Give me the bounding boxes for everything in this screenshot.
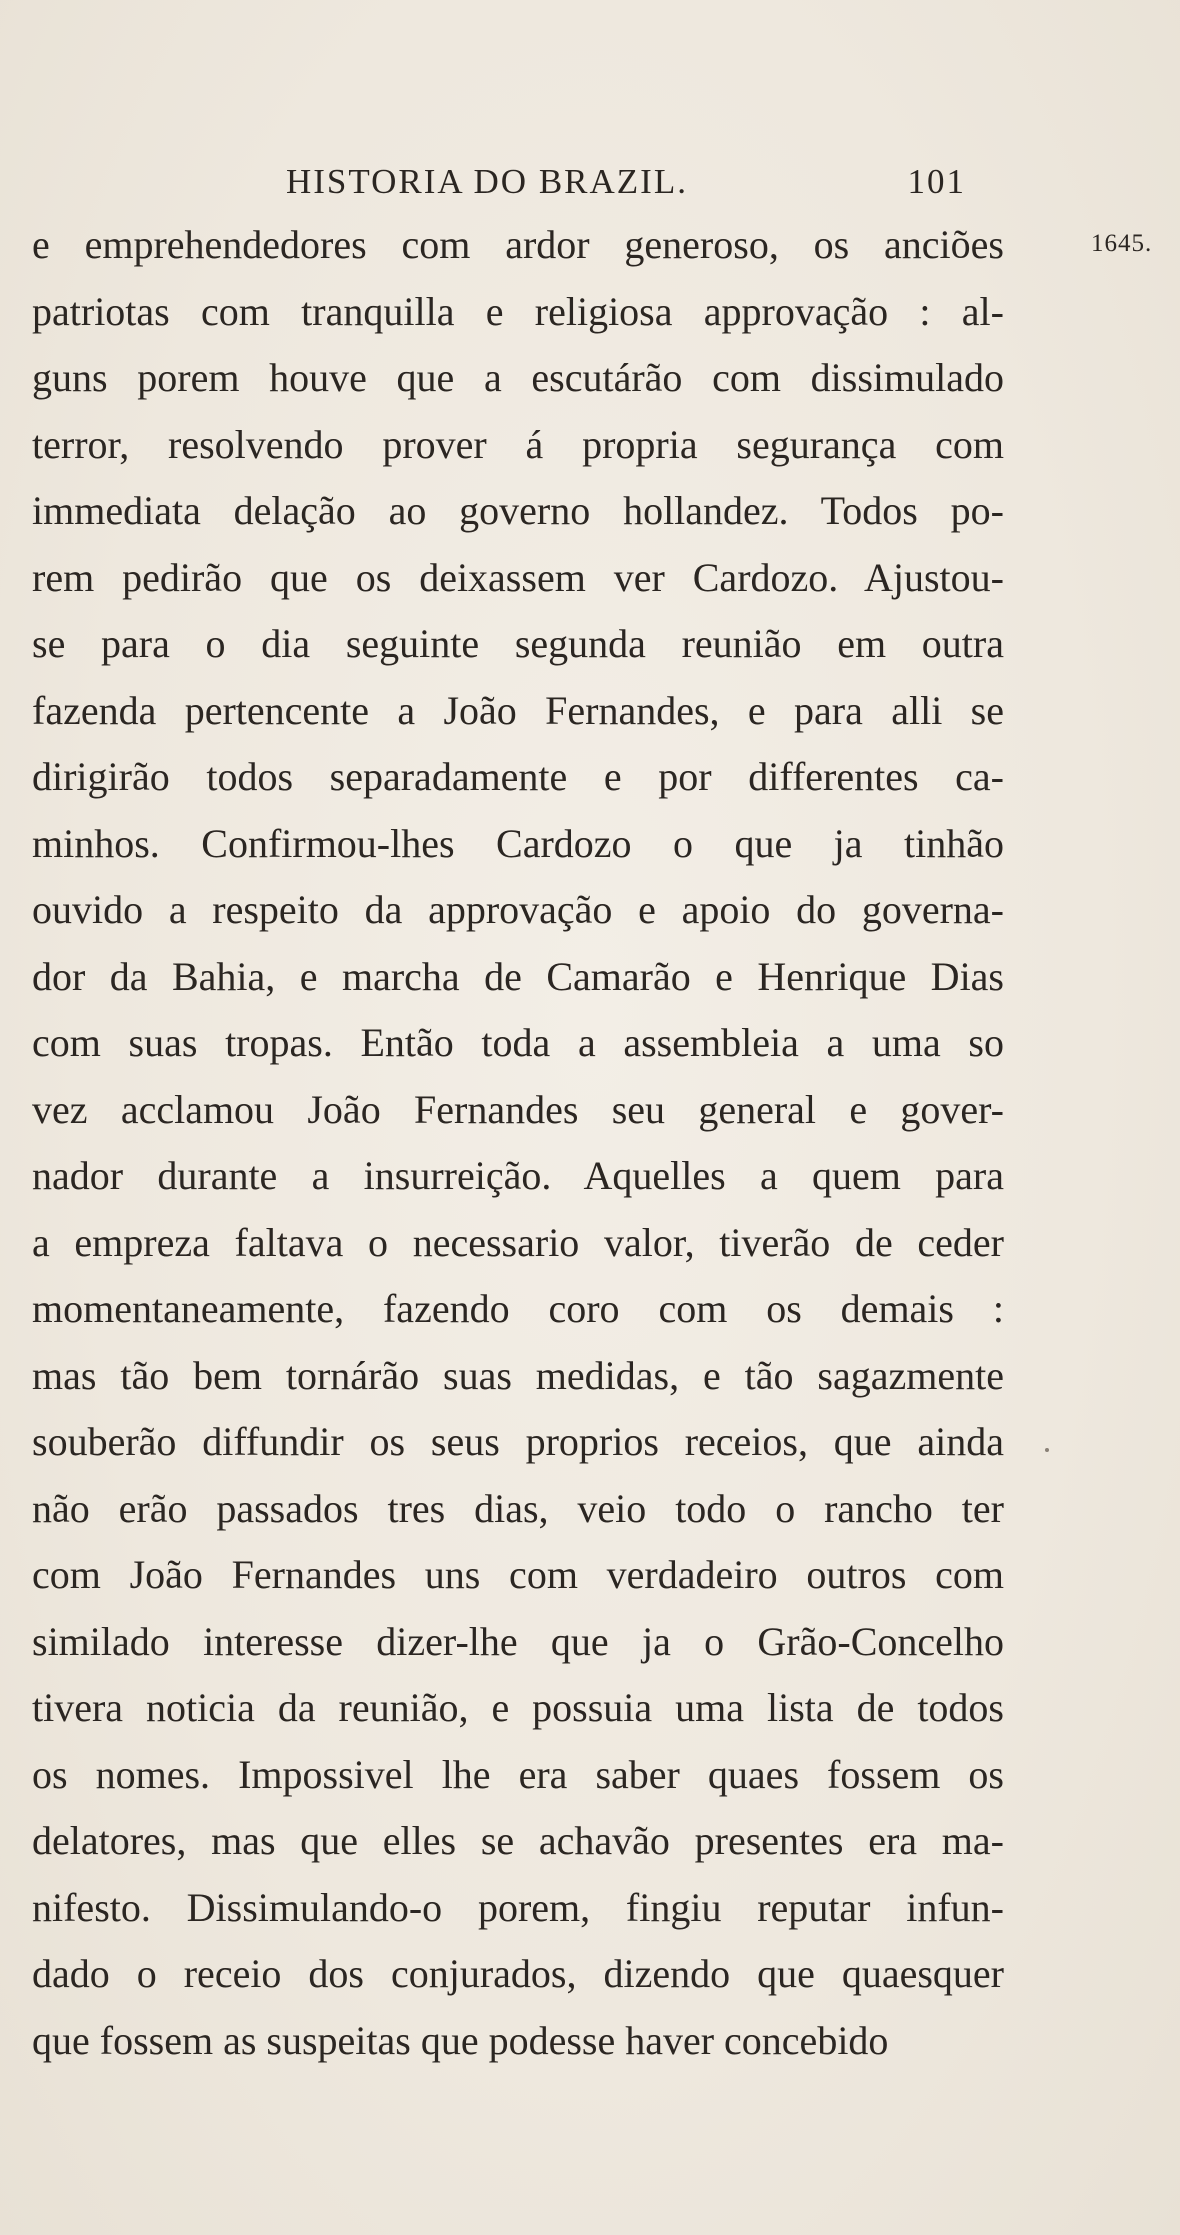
text-line: dado o receio dos conjurados, dizendo que quaesquer — [32, 1951, 1004, 1996]
text-line: guns porem houve que a escutárão com dissimulado — [32, 355, 1004, 400]
text-line: nifesto. Dissimulando-o porem, fingiu reputar infun- — [32, 1884, 1004, 1930]
text-line: vez acclamou João Fernandes seu general e gover- — [32, 1086, 1004, 1132]
text-line: similado interesse dizer-lhe que ja o Grão-Concelho — [32, 1618, 1004, 1664]
text-line: nador durante a insurreição. Aquelles a quem para — [32, 1153, 1004, 1198]
text-line: se para o dia seguinte segunda reunião em outra — [32, 621, 1004, 666]
text-line: com suas tropas. Então toda a assembleia a uma so — [32, 1020, 1004, 1065]
text-line: fazenda pertencente a João Fernandes, e para alli se — [32, 687, 1004, 733]
text-line: os nomes. Impossivel lhe era saber quaes fossem os — [32, 1751, 1004, 1797]
text-line: não erão passados tres dias, veio todo o rancho ter — [32, 1485, 1004, 1531]
text-line: tivera noticia da reunião, e possuia uma lista de todos — [32, 1685, 1004, 1730]
text-line: e emprehendedores com ardor generoso, os anciões — [32, 222, 1004, 267]
body-text — [32, 212, 1004, 2074]
text-line: momentaneamente, fazendo coro com os demais : — [32, 1286, 1004, 1331]
text-line: rem pedirão que os deixassem ver Cardozo. Ajustou- — [32, 554, 1004, 600]
margin-year-note: 1645. — [1091, 230, 1153, 257]
text-line: ouvido a respeito da approvação e apoio do governa- — [32, 887, 1004, 932]
text-line: souberão diffundir os seus proprios receios, que ainda — [32, 1419, 1004, 1464]
text-line: dirigirão todos separadamente e por differentes ca- — [32, 754, 1004, 799]
text-line: patriotas com tranquilla e religiosa approvação : al- — [32, 288, 1004, 334]
text-line: terror, resolvendo prover á propria segurança com — [32, 421, 1004, 467]
paper-speck — [1045, 1448, 1049, 1452]
text-line: com João Fernandes uns com verdadeiro outros com — [32, 1552, 1004, 1597]
text-line: minhos. Confirmou-lhes Cardozo o que ja tinhão — [32, 820, 1004, 866]
text-line: a empreza faltava o necessario valor, tiverão de ceder — [32, 1219, 1004, 1265]
page-header — [286, 160, 966, 204]
text-line: dor da Bahia, e marcha de Camarão e Henrique Dias — [32, 953, 1004, 999]
text-line: immediata delação ao governo hollandez. Todos po- — [32, 488, 1004, 533]
text-line: que fossem as suspeitas que podesse haver concebido — [32, 2017, 889, 2063]
running-title: HISTORIA DO BRAZIL. — [286, 162, 688, 201]
text-line: mas tão bem tornárão suas medidas, e tão sagazmente — [32, 1352, 1004, 1398]
text-line: delatores, mas que elles se achavão presentes era ma- — [32, 1818, 1004, 1863]
page-number: 101 — [907, 162, 966, 201]
